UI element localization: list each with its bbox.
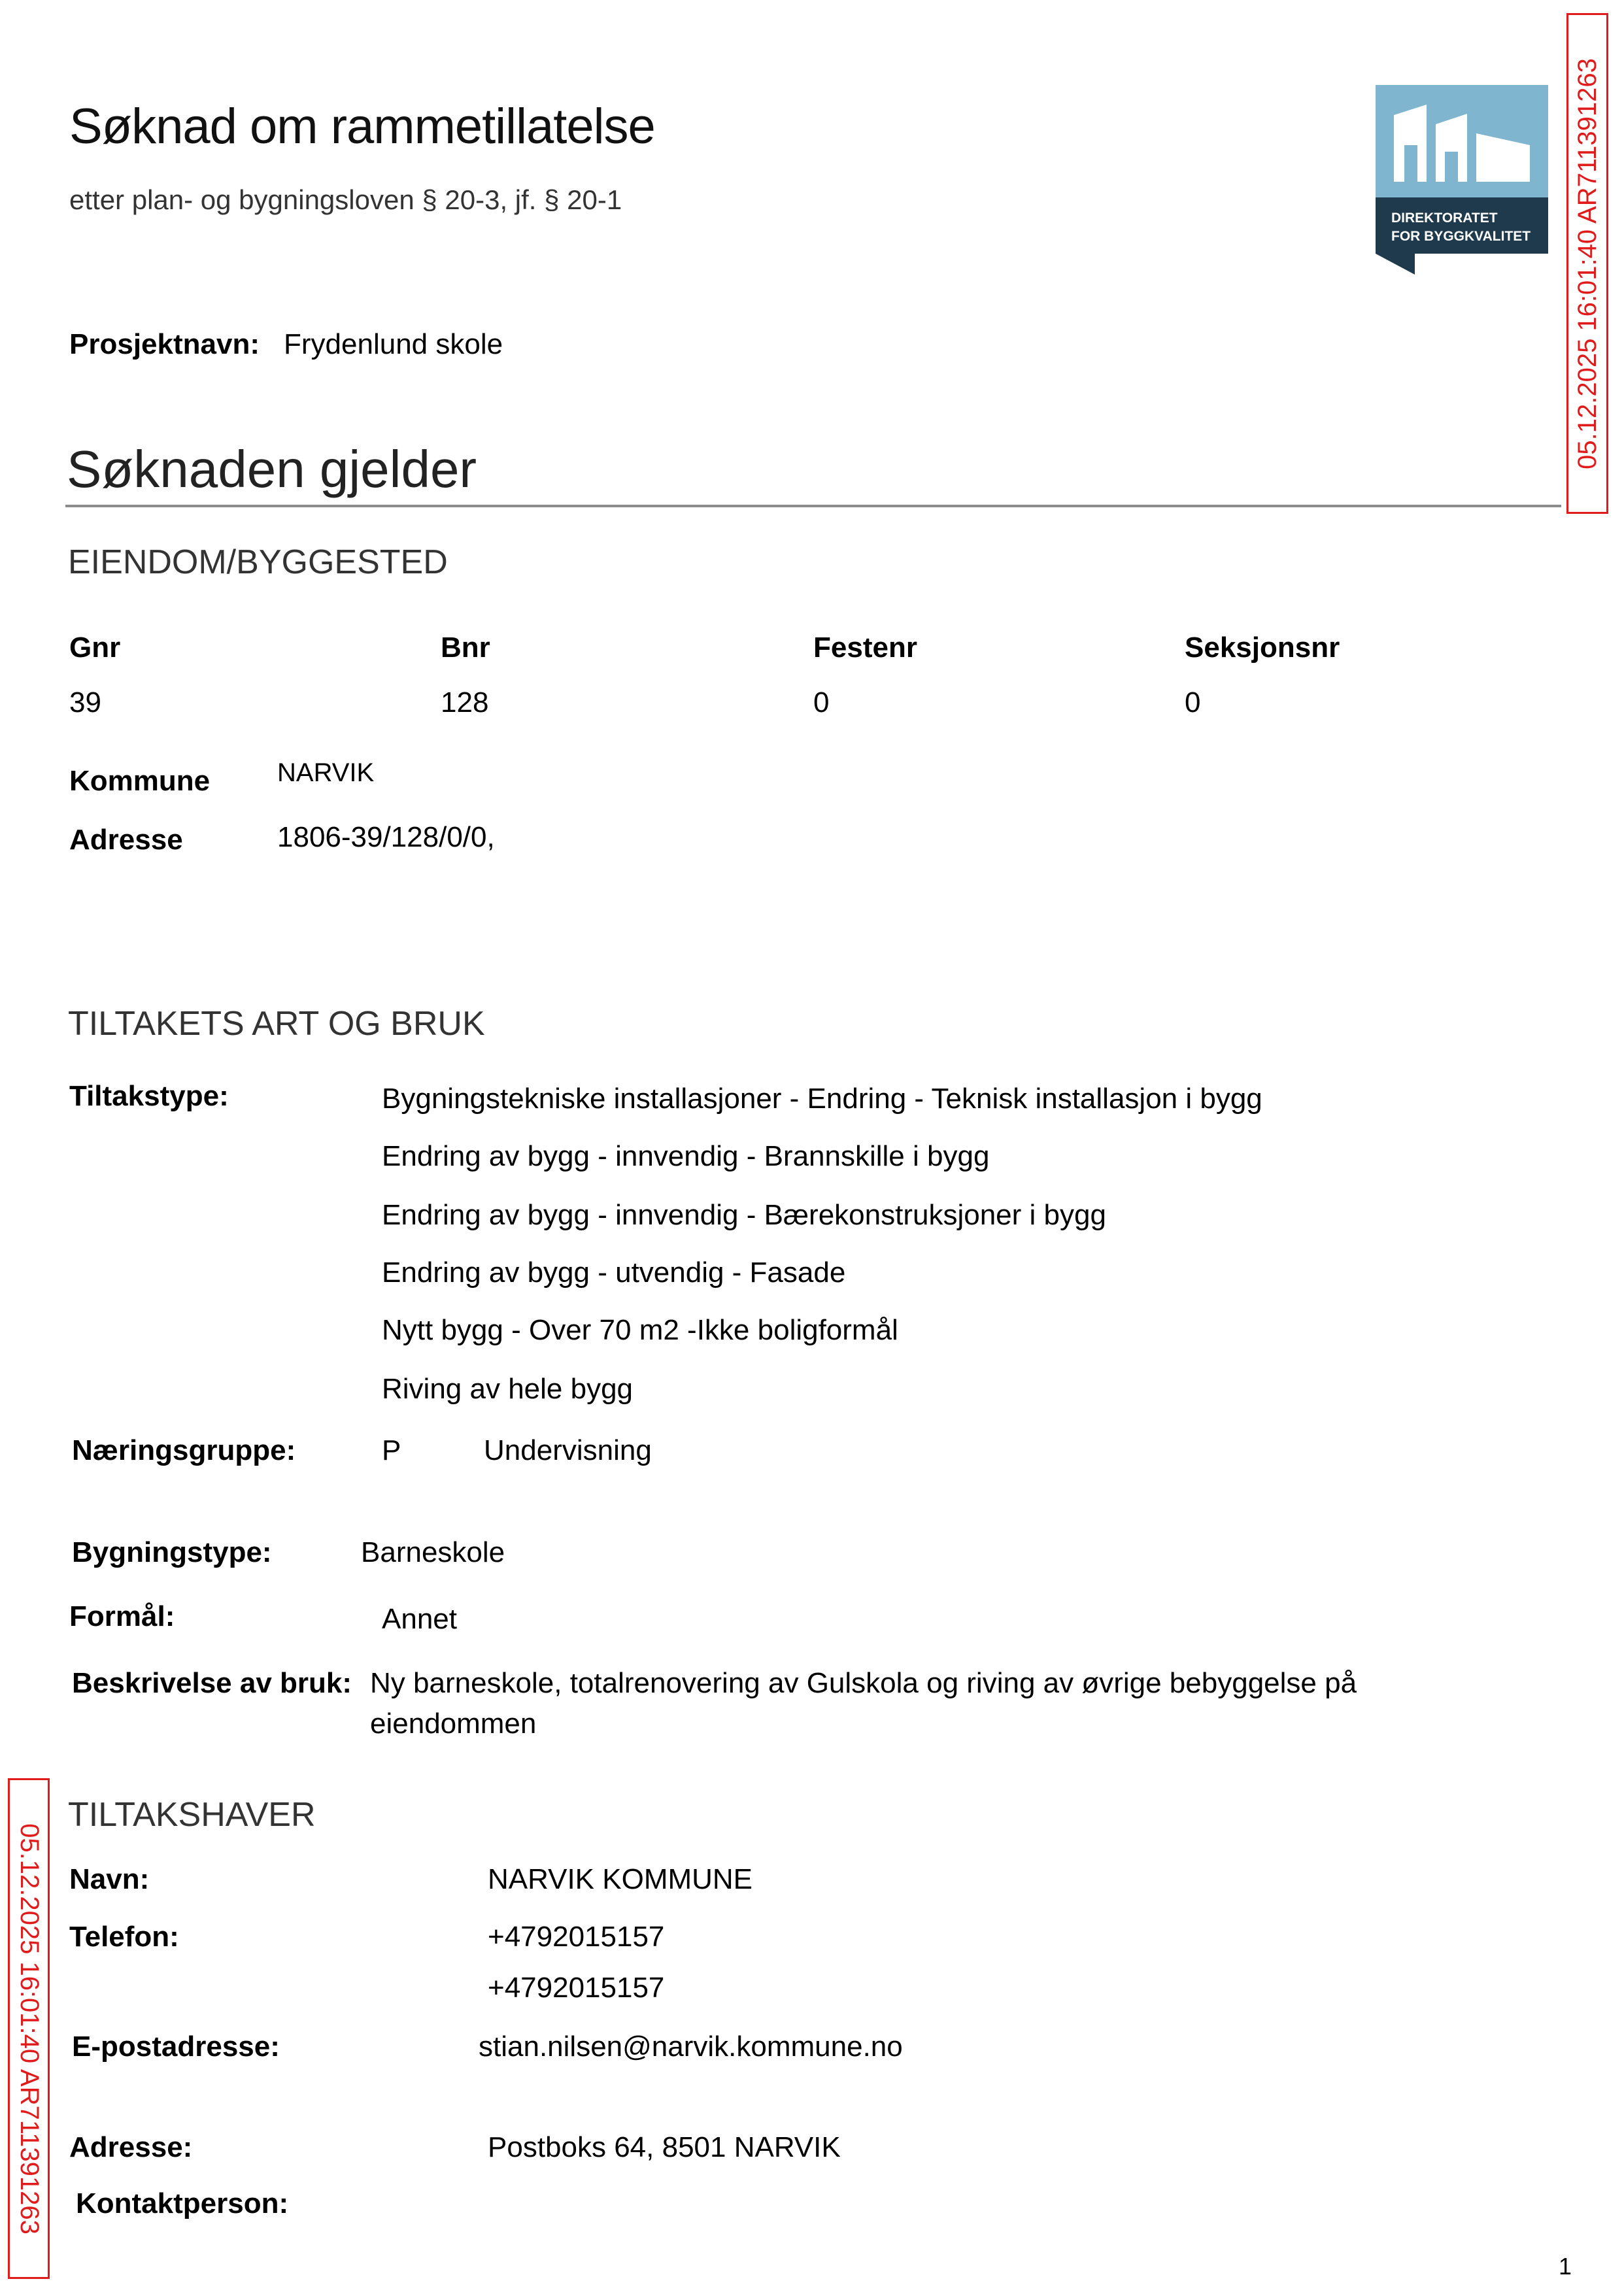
- tiltakstype-label: Tiltakstype:: [69, 1080, 229, 1112]
- tiltakstype-item: Bygningstekniske installasjoner - Endring - Teknisk installasjon i bygg: [382, 1083, 1262, 1115]
- festenr-label: Festenr: [813, 632, 917, 664]
- epost-value: stian.nilsen@narvik.kommune.no: [479, 2031, 903, 2063]
- tiltakstype-item: Endring av bygg - innvendig - Brannskille i bygg: [382, 1140, 990, 1172]
- navn-label: Navn:: [69, 1863, 150, 1895]
- tiltakshaver-heading: TILTAKSHAVER: [68, 1796, 316, 1834]
- telefon-value-1: +4792015157: [488, 1921, 665, 1953]
- bnr-value: 128: [441, 686, 489, 718]
- navn-value: NARVIK KOMMUNE: [488, 1863, 753, 1895]
- epost-label: E-postadresse:: [72, 2031, 280, 2063]
- adresse-label: Adresse: [69, 824, 183, 856]
- beskrivelse-label: Beskrivelse av bruk:: [72, 1667, 352, 1699]
- dibk-logo-graphic: [1376, 85, 1548, 275]
- document-title: Søknad om rammetillatelse: [69, 99, 655, 154]
- tiltakstype-item: Riving av hele bygg: [382, 1373, 634, 1405]
- gnr-value: 39: [69, 686, 101, 718]
- stamp-text-bottom: 05.12.2025 16:01:40 AR711391263: [14, 1823, 44, 2235]
- kontaktperson-label: Kontaktperson:: [76, 2187, 289, 2219]
- bygningstype-label: Bygningstype:: [72, 1536, 272, 1568]
- seksjonsnr-value: 0: [1185, 686, 1201, 718]
- section-divider: [65, 505, 1561, 507]
- telefon-value-2: +4792015157: [488, 1972, 665, 2004]
- festenr-value: 0: [813, 686, 830, 718]
- tiltakstype-item: Endring av bygg - utvendig - Fasade: [382, 1257, 846, 1289]
- timestamp-stamp-top: [1566, 13, 1608, 514]
- tiltakshaver-adresse-value: Postboks 64, 8501 NARVIK: [488, 2131, 841, 2163]
- kommune-label: Kommune: [69, 765, 211, 797]
- beskrivelse-line1: Ny barneskole, totalrenovering av Gulskola og riving av øvrige bebyggelse på: [370, 1667, 1357, 1699]
- dibk-logo: [1376, 85, 1548, 275]
- section-title: Søknaden gjelder: [67, 440, 477, 498]
- logo-text-line1: DIREKTORATET: [1391, 211, 1498, 226]
- tiltak-heading: TILTAKETS ART OG BRUK: [68, 1005, 485, 1043]
- stamp-text-top: 05.12.2025 16:01:40 AR711391263: [1572, 58, 1602, 469]
- naeringsgruppe-value: Undervisning: [484, 1434, 652, 1466]
- document-subtitle: etter plan- og bygningsloven § 20-3, jf. § 20-1: [69, 184, 622, 215]
- kommune-value: NARVIK: [277, 758, 375, 787]
- telefon-label: Telefon:: [69, 1921, 179, 1953]
- naeringsgruppe-label: Næringsgruppe:: [72, 1434, 296, 1466]
- bnr-label: Bnr: [441, 632, 490, 664]
- seksjonsnr-label: Seksjonsnr: [1185, 632, 1340, 664]
- page-number: 1: [1559, 2253, 1572, 2280]
- tiltakstype-item: Nytt bygg - Over 70 m2 -Ikke boligformål: [382, 1314, 898, 1346]
- naeringsgruppe-code: P: [382, 1434, 401, 1466]
- tiltakshaver-adresse-label: Adresse:: [69, 2131, 193, 2163]
- tiltakstype-item: Endring av bygg - innvendig - Bærekonstruksjoner i bygg: [382, 1199, 1106, 1231]
- project-label: Prosjektnavn:: [69, 328, 260, 360]
- formal-label: Formål:: [69, 1600, 175, 1632]
- gnr-label: Gnr: [69, 632, 121, 664]
- formal-value: Annet: [382, 1603, 457, 1635]
- project-value: Frydenlund skole: [284, 328, 503, 360]
- logo-text-line2: FOR BYGGKVALITET: [1391, 229, 1531, 244]
- beskrivelse-line2: eiendommen: [370, 1708, 537, 1740]
- bygningstype-value: Barneskole: [361, 1536, 505, 1568]
- timestamp-stamp-bottom: [8, 1778, 50, 2279]
- adresse-value: 1806-39/128/0/0,: [277, 821, 495, 853]
- property-heading: EIENDOM/BYGGESTED: [68, 543, 448, 581]
